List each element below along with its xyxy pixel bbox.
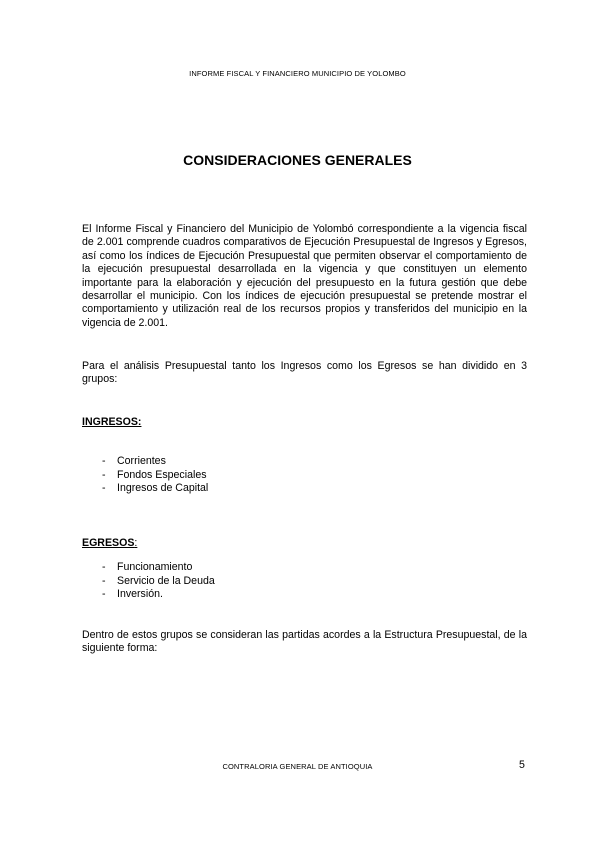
ingresos-heading: INGRESOS: [82, 416, 142, 428]
list-item [102, 575, 215, 589]
bullet-dash: - [102, 561, 106, 573]
list-item-label: Inversión. [117, 588, 163, 601]
list-item [102, 588, 215, 602]
egresos-heading-colon: : [134, 537, 138, 549]
bullet-dash: - [102, 588, 106, 601]
bullet-dash: - [102, 455, 106, 467]
page-title: CONSIDERACIONES GENERALES [183, 152, 412, 168]
egresos-heading [82, 537, 137, 549]
list-item-label: Funcionamiento [117, 561, 193, 573]
bullet-dash: - [102, 574, 106, 587]
analysis-paragraph: Para el análisis Presupuestal tanto los Ingresos como los Egresos se han dividido en 3 grupos: [82, 360, 527, 386]
list-item [102, 561, 215, 575]
list-item [102, 482, 208, 496]
bullet-dash: - [102, 482, 106, 495]
page-footer: CONTRALORIA GENERAL DE ANTIOQUIA [222, 762, 373, 771]
list-item-label: Ingresos de Capital [117, 482, 209, 495]
intro-paragraph: El Informe Fiscal y Financiero del Municipio de Yolombó correspondiente a la vigencia fiscal de 2.001 comprende cuadros comparativos de Ejecución Presupuestal de Ingresos y Egresos, así como los índices de Ejecución Presupuestal que permiten observar el comportamiento de la ejecución presupuestal desarrollada en la vigencia y que constituyen un elemento importante para la elaboración y ejecución del presupuesto en la futura gestión que debe desarrollar el municipio. Con los índices de ejecución presupuestal se pretende mostrar el comportamiento y utilización real de los recursos propios y transferidos del municipio en la vigencia de 2.001. [82, 223, 527, 329]
list-item [102, 455, 208, 469]
list-item-label: Servicio de la Deuda [117, 574, 215, 587]
ingresos-list [102, 455, 208, 496]
bullet-dash: - [102, 468, 106, 481]
page-number: 5 [519, 759, 525, 771]
egresos-heading-text: EGRESOS [82, 537, 135, 549]
page-header: INFORME FISCAL Y FINANCIERO MUNICIPIO DE YOLOMBO [189, 69, 406, 78]
list-item [102, 469, 208, 483]
list-item-label: Fondos Especiales [117, 468, 207, 481]
list-item-label: Corrientes [117, 455, 166, 467]
closing-paragraph: Dentro de estos grupos se consideran las partidas acordes a la Estructura Presupuestal, de la siguiente forma: [82, 629, 527, 655]
egresos-list [102, 561, 215, 602]
